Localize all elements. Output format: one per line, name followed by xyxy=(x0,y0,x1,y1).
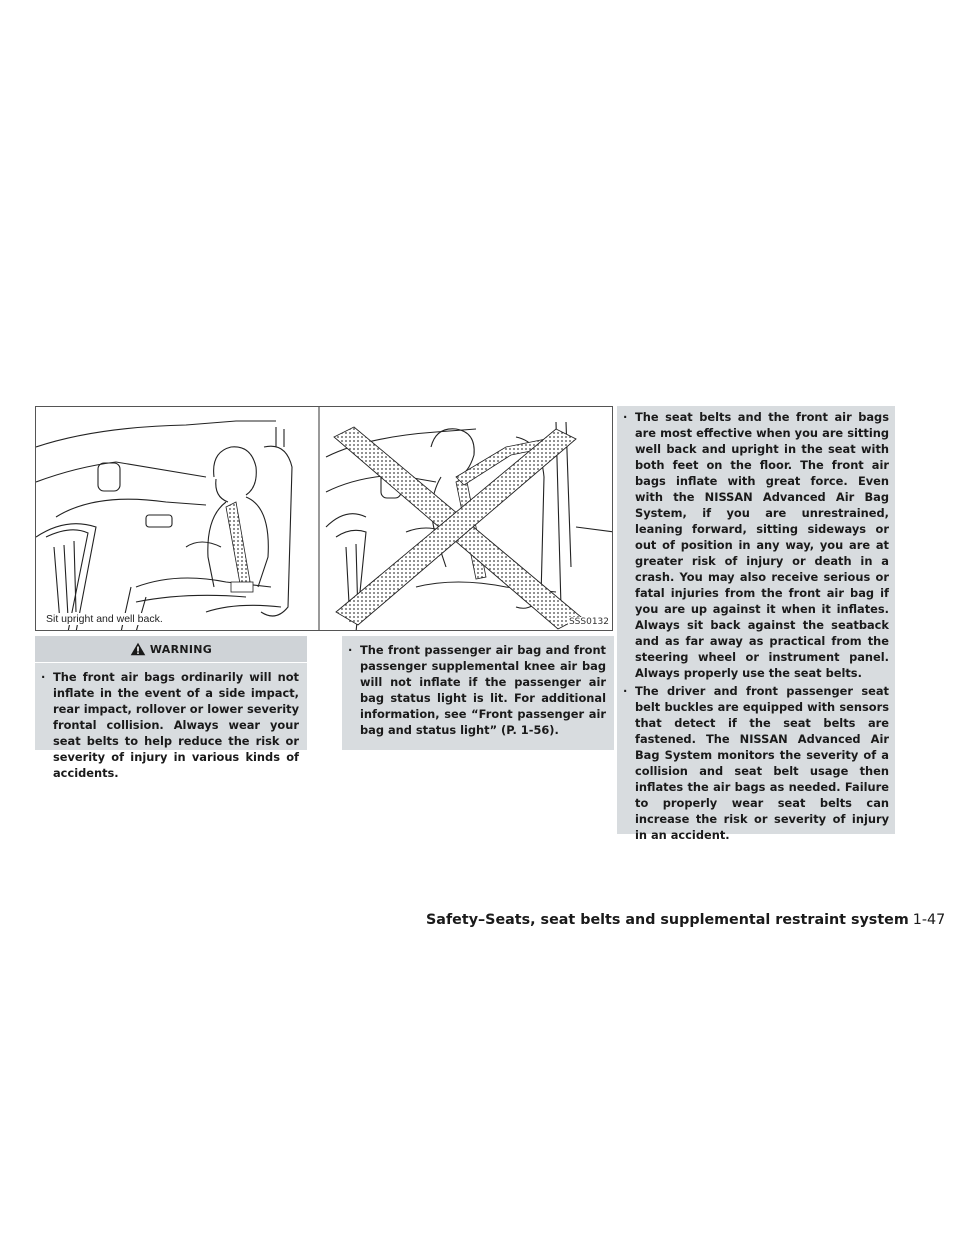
seating-illustration xyxy=(35,406,613,631)
list-item: · The seat belts and the front air bags are most effective when you are sitting well back and upright in the seat with both feet on the floor. The front air bags inflate with great force. Even with the NISSAN Advanced Air Bag System, if you are unrestrained, leaning forward, sitting sideways or out of position in any way, you are at greater risk of injury or death in a crash. You may also receive serious or fatal injuries from the front air bag if you are up against it when it inflates. Always sit back against the seatback and as far away as practical from the steering wheel or instrument panel. Always properly use the seat belts. xyxy=(621,409,889,681)
passenger-airbag-box xyxy=(342,636,614,750)
page-number: 1-47 xyxy=(912,912,946,928)
warning-triangle-icon xyxy=(130,642,146,656)
correct-posture-panel xyxy=(36,421,292,631)
warning-title: WARNING xyxy=(149,642,213,656)
list-item: · The front air bags ordinarily will not inflate in the event of a side impact, rear impact, rollover or lower severity frontal collision. Always wear your seat belts to help reduce the risk or severity of injury in various kinds of accidents. xyxy=(39,669,299,781)
figure-code: SSS0132 xyxy=(568,617,609,627)
page-footer xyxy=(426,912,946,928)
warning-header xyxy=(35,636,307,663)
figure-caption: Sit upright and well back. xyxy=(46,613,163,625)
seat-belt-warning-box xyxy=(617,406,895,842)
section-title: Safety–Seats, seat belts and supplemental restraint system xyxy=(426,912,909,928)
list-item: · The front passenger air bag and front passenger supplemental knee air bag will not inflate if the passenger air bag status light is lit. For additional information, see “Front passenger air bag and status light” (P. 1-56). xyxy=(346,642,606,738)
illustration-drawing xyxy=(36,407,613,631)
incorrect-x-mark xyxy=(334,427,581,629)
seat-belt-correct xyxy=(226,502,251,589)
passenger-airbag-list xyxy=(342,636,614,738)
seat-belt-warning-list xyxy=(617,406,895,843)
warning-box xyxy=(35,636,307,780)
list-item: · The driver and front passenger seat belt buckles are equipped with sensors that detect if the seat belts are fastened. The NISSAN Advanced Air Bag System monitors the severity of a collision and seat belt usage then inflates the air bags as needed. Failure to properly wear seat belts can increase the risk or severity of injury in an accident. xyxy=(621,683,889,843)
warning-list xyxy=(35,663,307,781)
